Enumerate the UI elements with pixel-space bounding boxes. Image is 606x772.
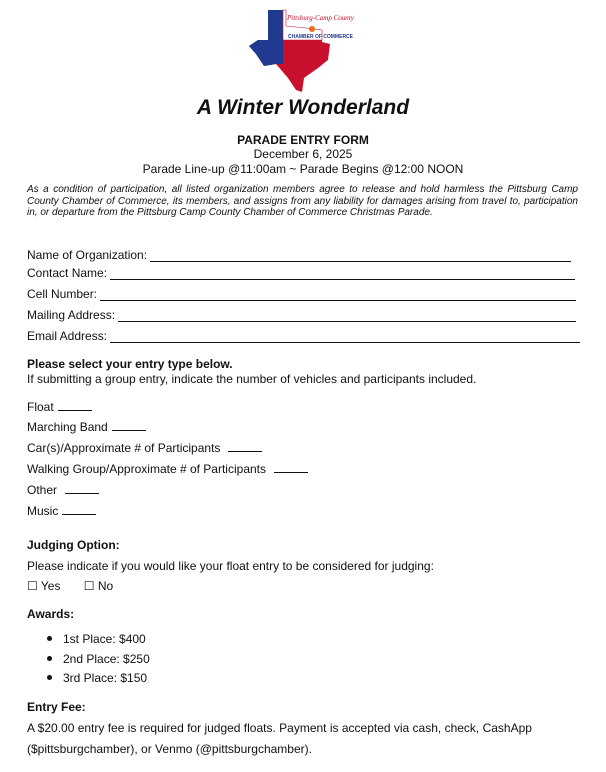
field-line[interactable] <box>110 331 580 343</box>
entry-note: If submitting a group entry, indicate the number of vehicles and participants included. <box>27 372 477 386</box>
award-item: 1st Place: $400 <box>47 632 146 646</box>
fee-text-line2: ($pittsburgchamber), or Venmo (@pittsburgchamber). <box>27 742 312 756</box>
form-subtitle: PARADE ENTRY FORM <box>237 133 369 147</box>
yes-label: Yes <box>40 579 61 593</box>
entry-label: Other <box>27 483 58 497</box>
entry-label: Music <box>27 504 59 518</box>
entry-blank[interactable] <box>274 462 308 473</box>
contact-name-field[interactable] <box>27 266 575 280</box>
awards-heading: Awards: <box>27 607 75 621</box>
svg-text:Pittsburg-Camp County: Pittsburg-Camp County <box>287 14 354 22</box>
fee-heading: Entry Fee: <box>27 700 86 714</box>
field-label: Mailing Address: <box>27 308 116 322</box>
svg-text:CHAMBER OF COMMERCE: CHAMBER OF COMMERCE <box>288 34 353 40</box>
entry-label: Float <box>27 400 54 414</box>
entry-label: Car(s)/Approximate # of Participants <box>27 441 221 455</box>
entry-blank[interactable] <box>65 483 99 494</box>
chamber-logo <box>246 6 366 94</box>
field-label: Contact Name: <box>27 266 108 280</box>
no-label: No <box>97 579 114 593</box>
cell-number-field[interactable] <box>27 287 576 301</box>
field-line[interactable] <box>150 250 571 262</box>
entry-float[interactable] <box>27 400 92 414</box>
entry-blank[interactable] <box>58 400 92 411</box>
entry-walking-group[interactable] <box>27 462 308 476</box>
entry-blank[interactable] <box>112 420 146 431</box>
entry-blank[interactable] <box>62 504 96 515</box>
parade-schedule: Parade Line-up @11:00am ~ Parade Begins @12:00 NOON <box>142 162 464 176</box>
field-label: Email Address: <box>27 329 108 343</box>
field-label: Name of Organization: <box>27 248 148 262</box>
no-checkbox[interactable]: ☐ No <box>83 579 114 593</box>
liability-disclaimer: As a condition of participation, all listed organization members agree to release and hold harmless the Pittsburg Camp County Chamber of Commerce, its members, and assigns from any liability for damages arising from travel to, participation in, or departure from the Pittsburg Camp County Chamber of Commerce Christmas Parade. <box>27 184 578 218</box>
entry-heading: Please select your entry type below. <box>27 357 233 371</box>
judging-question: Please indicate if you would like your float entry to be considered for judging: <box>27 559 434 573</box>
entry-blank[interactable] <box>228 441 262 452</box>
mailing-address-field[interactable] <box>27 308 576 322</box>
parade-date: December 6, 2025 <box>253 147 353 161</box>
award-item: 3rd Place: $150 <box>47 671 147 685</box>
field-line[interactable] <box>100 289 576 301</box>
field-line[interactable] <box>118 310 576 322</box>
judging-heading: Judging Option: <box>27 538 120 552</box>
field-label: Cell Number: <box>27 287 98 301</box>
award-item: 2nd Place: $250 <box>47 652 150 666</box>
fee-text-line1: A $20.00 entry fee is required for judged floats. Payment is accepted via cash, check, CashApp <box>27 721 532 735</box>
entry-music[interactable] <box>27 504 96 518</box>
yes-checkbox[interactable]: ☐ Yes <box>27 579 61 593</box>
judging-options <box>27 579 113 593</box>
page-title: A Winter Wonderland <box>196 96 410 119</box>
field-line[interactable] <box>110 268 575 280</box>
entry-label: Marching Band <box>27 420 108 434</box>
email-address-field[interactable] <box>27 329 580 343</box>
entry-marching-band[interactable] <box>27 420 146 434</box>
entry-other[interactable] <box>27 483 99 497</box>
organization-field[interactable] <box>27 248 571 262</box>
entry-cars[interactable] <box>27 441 262 455</box>
entry-label: Walking Group/Approximate # of Participants <box>27 462 266 476</box>
